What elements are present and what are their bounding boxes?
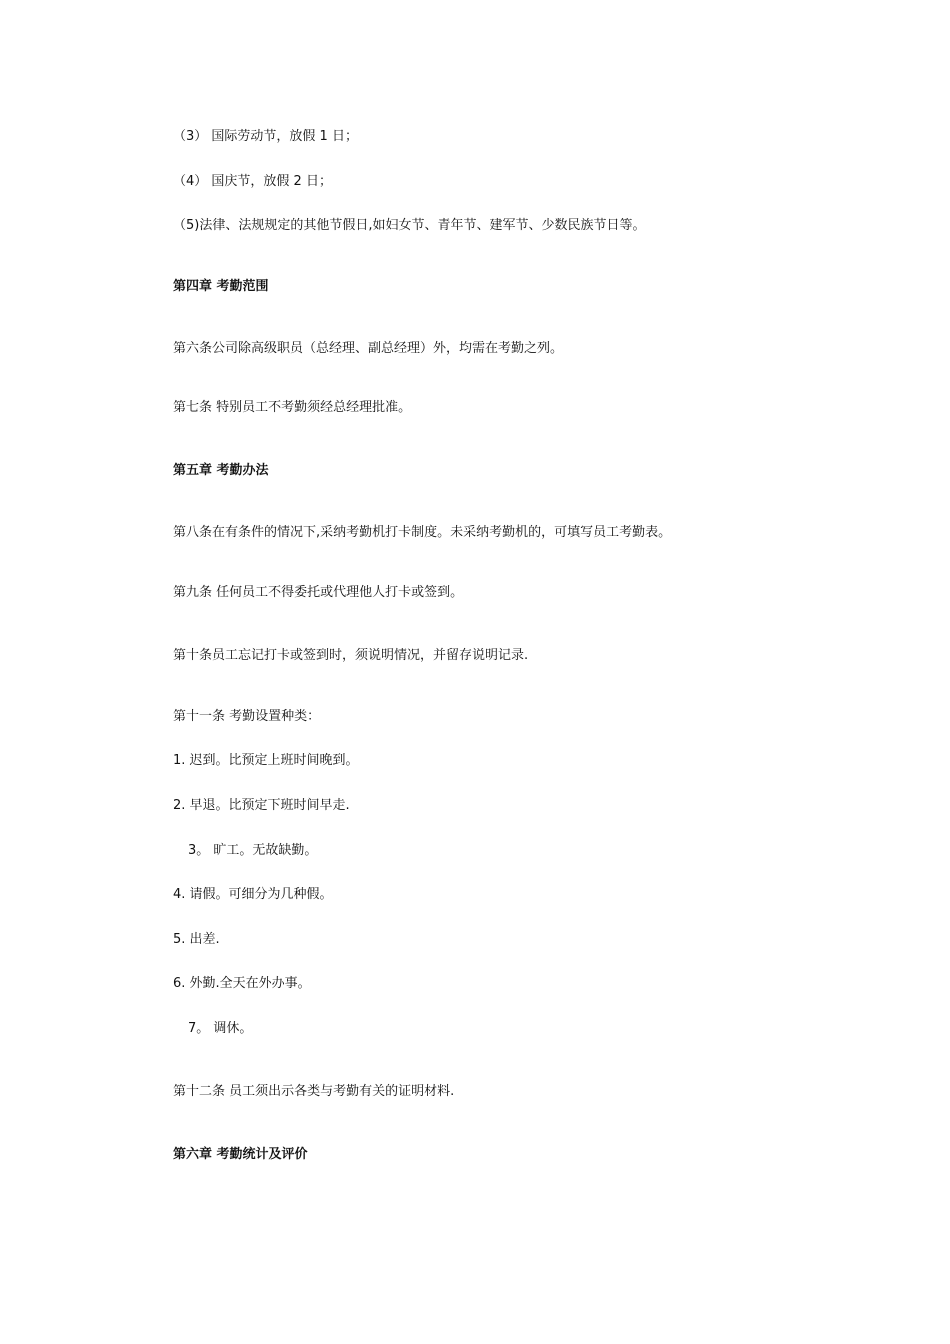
article-11: 第十一条 考勤设置种类： <box>173 709 321 724</box>
attendance-type-2: 2. 早退。比预定下班时间早走. <box>173 798 350 813</box>
attendance-type-1: 1. 迟到。比预定上班时间晚到。 <box>173 753 359 768</box>
article-8: 第八条在有条件的情况下,采纳考勤机打卡制度。未采纳考勤机的，可填写员工考勤表。 <box>173 525 672 540</box>
attendance-type-7: 7。 调休。 <box>188 1021 253 1036</box>
chapter-6-heading: 第六章 考勤统计及评价 <box>173 1147 308 1162</box>
chapter-4-heading: 第四章 考勤范围 <box>173 279 269 294</box>
attendance-type-4: 4. 请假。可细分为几种假。 <box>173 887 333 902</box>
holiday-item-3: （3） 国际劳动节，放假 1 日； <box>173 129 358 144</box>
attendance-type-3: 3。 旷工。无故缺勤。 <box>188 843 318 858</box>
holiday-item-5: （5)法律、法规规定的其他节假日,如妇女节、青年节、建军节、少数民族节日等。 <box>173 218 646 233</box>
attendance-type-6: 6. 外勤.全天在外办事。 <box>173 976 311 991</box>
article-7: 第七条 特别员工不考勤须经总经理批准。 <box>173 400 412 415</box>
holiday-item-4: （4） 国庆节，放假 2 日； <box>173 174 332 189</box>
chapter-5-heading: 第五章 考勤办法 <box>173 463 269 478</box>
article-12: 第十二条 员工须出示各类与考勤有关的证明材料. <box>173 1084 455 1099</box>
attendance-type-5: 5. 出差. <box>173 932 220 947</box>
article-9: 第九条 任何员工不得委托或代理他人打卡或签到。 <box>173 585 464 600</box>
article-6: 第六条公司除高级职员（总经理、副总经理）外，均需在考勤之列。 <box>173 341 564 356</box>
article-10: 第十条员工忘记打卡或签到时，须说明情况，并留存说明记录. <box>173 648 529 663</box>
